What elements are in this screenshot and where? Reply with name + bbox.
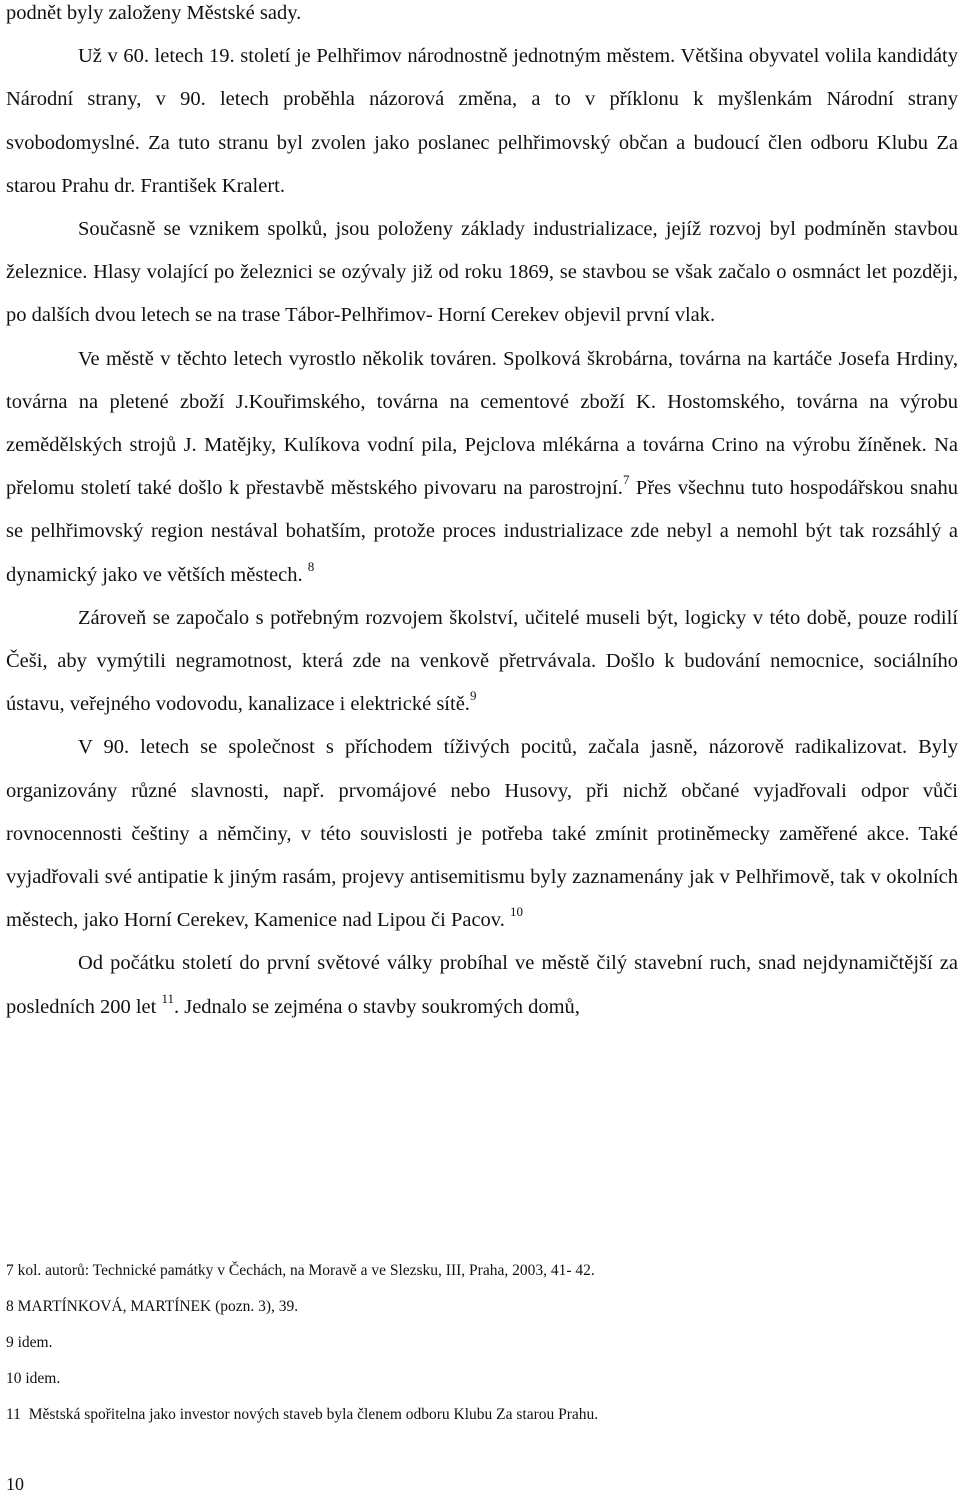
paragraph-text: Zároveň se započalo s potřebným rozvojem školství, učitelé museli být, logicky v této době, pouze rodilí Češi, aby vymýtili negramotnost, která zde na venkově přetrvávala. Došlo k budování nemocnice, sociálního ústavu, veřejného vodovodu, kanalizace i elektrické sítě. (6, 606, 958, 716)
footnote-text: idem. (17, 1334, 53, 1351)
paragraph (6, 597, 958, 727)
footnote-number: 9 (6, 1334, 14, 1351)
paragraph-text: Současně se vznikem spolků, jsou položeny základy industrializace, jejíž rozvoj byl podmíněn stavbou železnice. Hlasy volající po železnici se ozývaly již od roku 1869, se stavbou se však začalo o osmnáct let později, po dalších dvou letech se na trase Tábor-Pelhřimov- Horní Cerekev objevil první vlak. (6, 218, 958, 327)
paragraph-text: Od počátku století do první světové války probíhal ve městě čilý stavební ruch, snad nejdynamičtější za posledních 200 let (6, 952, 958, 1018)
paragraph-text: podnět byly založeny Městské sady. (6, 2, 302, 24)
footnote-number: 7 (6, 1262, 14, 1279)
paragraph (6, 726, 958, 942)
body-text (6, 0, 958, 1029)
page-number: 10 (6, 1474, 24, 1494)
paragraph (6, 0, 958, 35)
footnotes-section (6, 1253, 958, 1433)
paragraph-text: Přes všechnu tuto hospodářskou snahu se pelhřimovský region nestával bohatším, protože proces industrializace zde nebyl a nemohl být tak rozsáhlý a dynamický jako ve větších městech. (6, 477, 958, 586)
paragraph-text: . Jednalo se zejména o stavby soukromých domů, (173, 995, 580, 1018)
footnote-number: 10 (6, 1370, 22, 1387)
footnote-reference: 7 (622, 472, 630, 488)
document-page (6, 0, 958, 1029)
paragraph (6, 208, 958, 338)
footnote-reference: 11 (161, 990, 174, 1006)
paragraph (6, 35, 958, 208)
footnote-text: kol. autorů: Technické památky v Čechách, na Moravě a ve Slezsku, III, Praha, 2003, 41- 42. (17, 1262, 595, 1279)
footnote (6, 1397, 958, 1433)
footnote (6, 1289, 958, 1325)
paragraph-text: V 90. letech se společnost s příchodem tíživých pocitů, začala jasně, názorově radikalizovat. Byly organizovány různé slavnosti, např. prvomájové nebo Husovy, při nichž občané vyjadřovali odpor vůči rovnocennosti češtiny a němčiny, v této souvislosti je potřeba také zmínit protiněmecky zaměřené akce. Také vyjadřovali své antipatie k jiným rasám, projevy antisemitismu byly zaznamenány jak v Pelhřimově, tak v okolních městech, jako Horní Cerekev, Kamenice nad Lipou či Pacov. (6, 736, 958, 932)
footnote-reference: 8 (307, 558, 315, 574)
footnote (6, 1361, 958, 1397)
paragraph (6, 338, 958, 597)
footnote-number: 11 (6, 1406, 21, 1423)
footnote (6, 1253, 958, 1289)
footnote-text: Městská spořitelna jako investor nových staveb byla členem odboru Klubu Za starou Prahu. (28, 1406, 599, 1423)
paragraph (6, 942, 958, 1028)
footnote-number: 8 (6, 1298, 14, 1315)
footnote-reference: 10 (509, 904, 523, 920)
footnote-text: MARTÍNKOVÁ, MARTÍNEK (pozn. 3), 39. (17, 1298, 299, 1315)
paragraph-text: Ve městě v těchto letech vyrostlo několik továren. Spolková škrobárna, továrna na kartáče Josefa Hrdiny, továrna na pletené zboží J.Kouřimského, továrna na cementové zboží K. Hostomského, továrna na výrobu zemědělských strojů J. Matějky, Kulíkova vodní pila, Pejclova mlékárna a továrna Crino na výrobu žíněnek. Na přelomu století také došlo k přestavbě městského pivovaru na parostrojní. (6, 347, 958, 500)
footnote-reference: 9 (469, 688, 477, 704)
paragraph-text: Už v 60. letech 19. století je Pelhřimov národnostně jednotným městem. Většina obyvatel volila kandidáty Národní strany, v 90. letech proběhla názorová změna, a to v příklonu k myšlenkám Národní strany svobodomyslné. Za tuto stranu byl zvolen jako poslanec pelhřimovský občan a budoucí člen odboru Klubu Za starou Prahu dr. František Kralert. (6, 45, 958, 197)
footnote-text: idem. (25, 1370, 61, 1387)
footnote (6, 1325, 958, 1361)
